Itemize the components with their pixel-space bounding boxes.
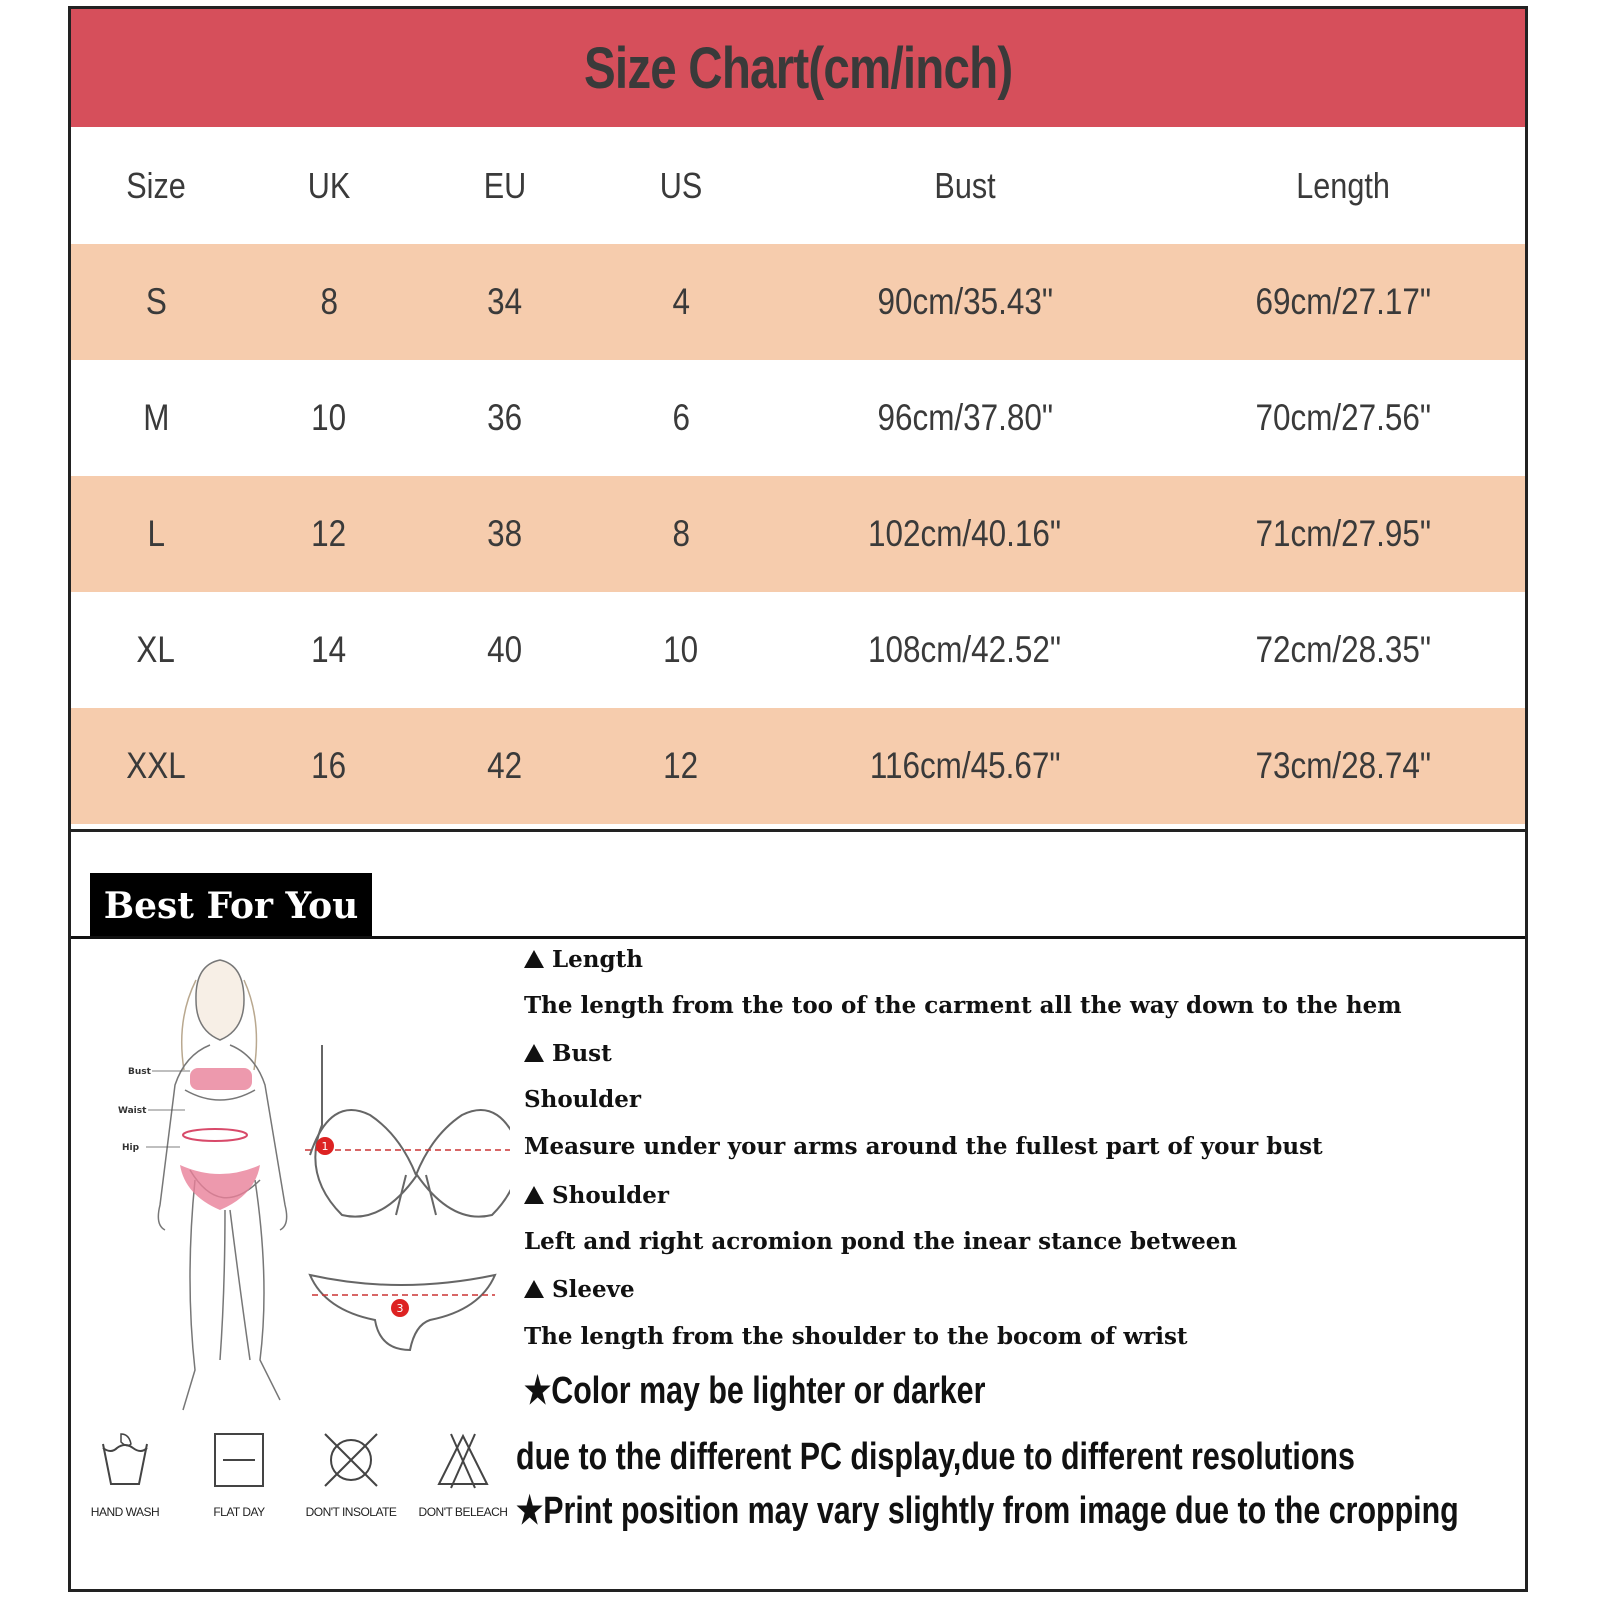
flat-dry-icon (209, 1430, 269, 1490)
cell-size: XL (71, 592, 241, 708)
care-dont-insolate (296, 1430, 406, 1519)
no-sun-icon (321, 1430, 381, 1490)
table-header-row (71, 127, 1525, 244)
table-row (71, 476, 1525, 592)
shoulder-heading: Shoulder (524, 1182, 669, 1209)
cell-uk: 10 (241, 360, 417, 476)
header-eu: EU (483, 164, 527, 206)
label-bust: Bust (128, 1067, 151, 1077)
model-bra-shape (190, 1068, 252, 1090)
best-for-you-title: Best For You (103, 885, 359, 927)
cell-size: L (71, 476, 241, 592)
size-table (71, 127, 1525, 824)
color-note: ★Color may be lighter or darker (524, 1370, 986, 1412)
table-row (71, 708, 1525, 824)
triangle-icon (524, 950, 544, 968)
cell-bust: 116cm/45.67" (769, 708, 1161, 824)
cell-bust: 96cm/37.80" (769, 360, 1161, 476)
care-flat-dry (184, 1430, 294, 1519)
cell-uk: 12 (241, 476, 417, 592)
cell-eu: 38 (417, 476, 593, 592)
cell-uk: 16 (241, 708, 417, 824)
cell-uk: 14 (241, 592, 417, 708)
measurement-illustration (90, 950, 510, 1420)
triangle-icon (524, 1044, 544, 1062)
bust-heading: Bust (524, 1040, 612, 1067)
hand-wash-icon (95, 1430, 155, 1490)
care-hand-wash (70, 1430, 180, 1519)
header-uk: UK (307, 164, 351, 206)
shoulder-label: Shoulder (524, 1086, 641, 1113)
care-dont-bleach (408, 1430, 518, 1519)
cell-bust: 90cm/35.43" (769, 244, 1161, 360)
cell-length: 71cm/27.95" (1161, 476, 1525, 592)
triangle-icon (524, 1280, 544, 1298)
page-title: Size Chart(cm/inch) (583, 35, 1013, 101)
cell-eu: 42 (417, 708, 593, 824)
cell-us: 12 (593, 708, 769, 824)
length-heading: Length (524, 946, 643, 973)
care-label: HAND WASH (90, 1505, 160, 1519)
cell-length: 73cm/28.74" (1161, 708, 1525, 824)
brief-marker-number: 3 (396, 1302, 404, 1315)
sleeve-heading: Sleeve (524, 1276, 635, 1303)
care-label: DON'T INSOLATE (305, 1505, 397, 1519)
bra-marker-number: 1 (321, 1140, 329, 1153)
header-size: Size (126, 164, 186, 206)
cell-us: 6 (593, 360, 769, 476)
length-text: The length from the too of the carment all the way down to the hem (524, 992, 1402, 1019)
label-hip: Hip (122, 1143, 140, 1153)
cell-eu: 34 (417, 244, 593, 360)
table-row (71, 360, 1525, 476)
cell-size: M (71, 360, 241, 476)
table-row (71, 244, 1525, 360)
cell-length: 72cm/28.35" (1161, 592, 1525, 708)
title-bar (71, 9, 1525, 127)
cell-eu: 40 (417, 592, 593, 708)
cell-eu: 36 (417, 360, 593, 476)
cell-bust: 108cm/42.52" (769, 592, 1161, 708)
care-label: FLAT DAY (213, 1505, 265, 1519)
cell-us: 8 (593, 476, 769, 592)
model-waist-line (183, 1129, 247, 1141)
bust-text: Measure under your arms around the fullest part of your bust (524, 1133, 1323, 1160)
cell-length: 69cm/27.17" (1161, 244, 1525, 360)
bra-diagram-icon (310, 1045, 510, 1217)
best-for-you-tab (90, 873, 372, 939)
cell-size: S (71, 244, 241, 360)
best-divider (71, 936, 1525, 939)
label-waist: Waist (118, 1106, 147, 1116)
cell-length: 70cm/27.56" (1161, 360, 1525, 476)
cell-size: XXL (71, 708, 241, 824)
shoulder-text: Left and right acromion pond the inear stance between (524, 1228, 1238, 1255)
table-row (71, 592, 1525, 708)
cell-uk: 8 (241, 244, 417, 360)
cell-us: 10 (593, 592, 769, 708)
care-label: DON'T BELEACH (418, 1505, 508, 1519)
print-note: ★Print position may vary slightly from image due to the cropping (516, 1490, 1459, 1532)
triangle-icon (524, 1186, 544, 1204)
cell-bust: 102cm/40.16" (769, 476, 1161, 592)
table-divider (71, 829, 1525, 832)
model-brief-shape (180, 1165, 260, 1210)
header-length: Length (1296, 164, 1390, 206)
cell-us: 4 (593, 244, 769, 360)
sleeve-text: The length from the shoulder to the bocom of wrist (524, 1323, 1188, 1350)
no-bleach-icon (433, 1430, 493, 1490)
display-note: due to the different PC display,due to different resolutions (516, 1436, 1355, 1478)
header-us: US (659, 164, 703, 206)
header-bust: Bust (934, 164, 996, 206)
